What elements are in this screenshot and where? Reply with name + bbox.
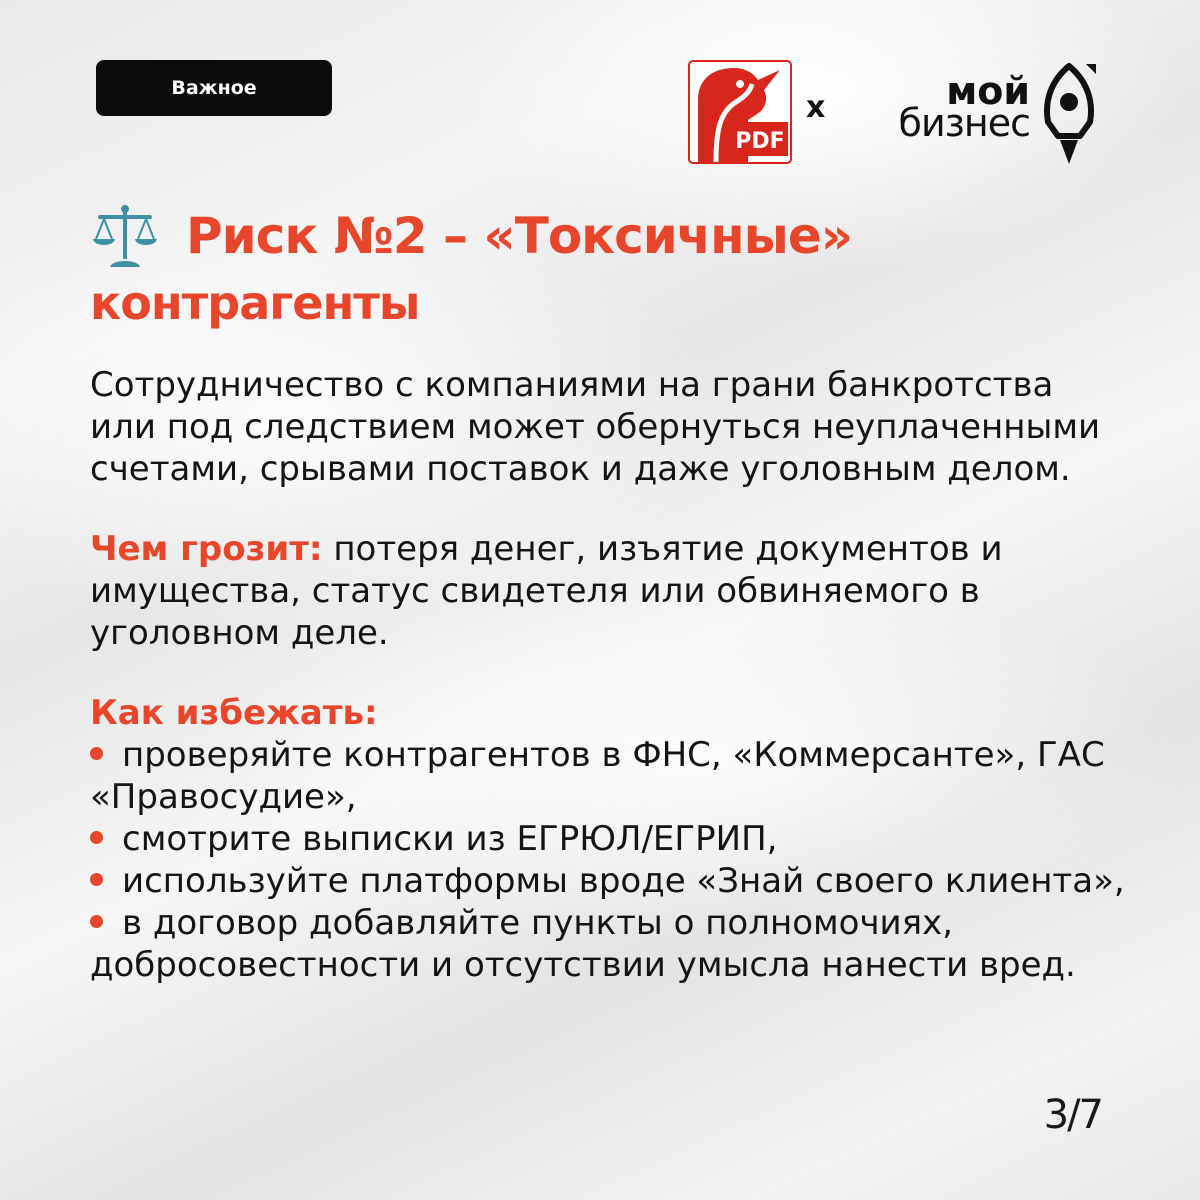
main-content xyxy=(90,364,1130,986)
bullet-icon xyxy=(90,873,103,886)
list-item xyxy=(90,818,1130,860)
list-item-text: в договор добавляйте пункты о полномочиях, добросовестности и отсутствии умысла нанести вред. xyxy=(90,903,1076,985)
list-item-text: смотрите выписки из ЕГРЮЛ/ЕГРИП, xyxy=(122,819,778,859)
rocket-pin-icon xyxy=(1038,60,1100,170)
list-item-text: проверяйте контрагентов в ФНС, «Коммерсанте», ГАС «Правосудие», xyxy=(90,735,1105,817)
list-item xyxy=(90,734,1130,818)
list-item xyxy=(90,902,1130,986)
title-line-2: контрагенты xyxy=(90,276,420,330)
category-badge xyxy=(96,60,332,116)
bullet-icon xyxy=(90,747,103,760)
threat-text: потеря денег, изъятие документов и имущества, статус свидетеля или обвиняемого в уголовном деле. xyxy=(90,529,1003,653)
partner-logos xyxy=(688,60,1108,170)
bullet-icon xyxy=(90,915,103,928)
category-badge-label: Важное xyxy=(171,77,257,99)
pdf-app-logo xyxy=(688,60,792,164)
page-title xyxy=(90,196,1150,330)
bullet-icon xyxy=(90,831,103,844)
brand-word-bottom: бизнес xyxy=(898,101,1030,145)
brand-wordmark xyxy=(860,69,1030,145)
avoid-list xyxy=(90,734,1130,986)
title-line-1: Риск №2 – «Токсичные» xyxy=(186,207,853,265)
threat-paragraph xyxy=(90,528,1130,654)
logo-separator: x xyxy=(806,90,826,125)
intro-paragraph: Сотрудничество с компаниями на грани банкротства или под следствием может обернуться неуплаченными счетами, срывами поставок и даже уголовным делом. xyxy=(90,365,1101,489)
threat-label: Чем грозит: xyxy=(90,529,323,569)
avoid-label: Как избежать: xyxy=(90,693,378,733)
balance-scale-icon xyxy=(90,201,160,271)
list-item xyxy=(90,860,1130,902)
list-item-text: используйте платформы вроде «Знай своего клиента», xyxy=(122,861,1125,901)
brand-word-top: мой xyxy=(946,69,1030,113)
pdf-logo-text: PDF xyxy=(735,129,785,154)
page-counter: 3/7 xyxy=(1043,1092,1102,1138)
